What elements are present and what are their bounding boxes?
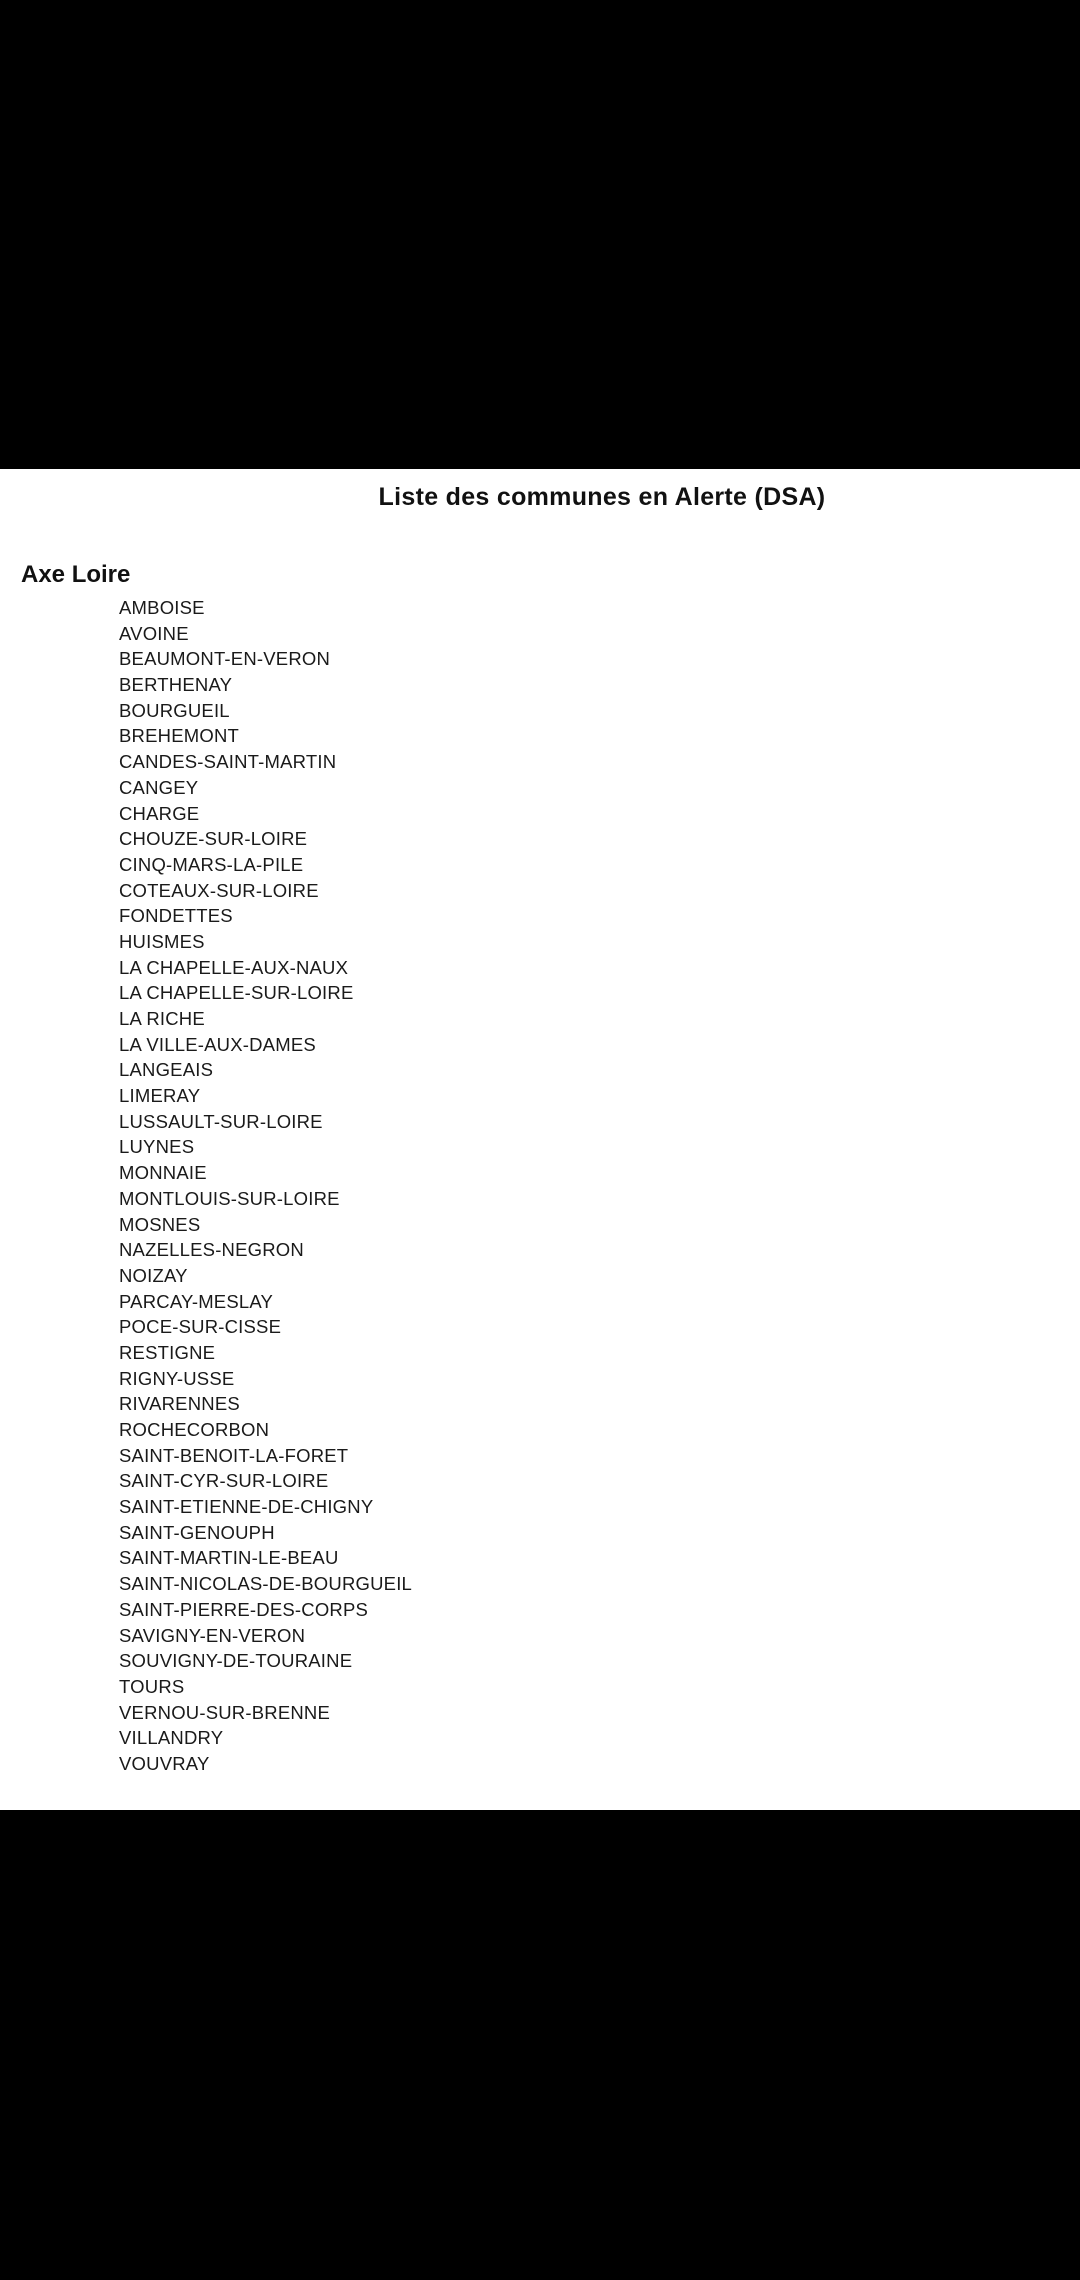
commune-item: CHOUZE-SUR-LOIRE: [119, 828, 308, 850]
document-page[interactable]: [0, 469, 1080, 1810]
commune-item: LA VILLE-AUX-DAMES: [119, 1033, 316, 1055]
bottom-black-area: [0, 1810, 1080, 2280]
commune-item: SOUVIGNY-DE-TOURAINE: [119, 1650, 353, 1672]
commune-item: NOIZAY: [119, 1264, 188, 1286]
top-black-area: [0, 0, 1080, 469]
commune-item: SAINT-BENOIT-LA-FORET: [119, 1444, 349, 1466]
commune-item: BEAUMONT-EN-VERON: [119, 648, 331, 670]
commune-item: RESTIGNE: [119, 1341, 216, 1363]
commune-item: AVOINE: [119, 622, 189, 644]
commune-item: VILLANDRY: [119, 1727, 224, 1749]
commune-item: MONTLOUIS-SUR-LOIRE: [119, 1187, 340, 1209]
commune-list: [119, 595, 412, 1777]
commune-item: LA RICHE: [119, 1008, 205, 1029]
commune-item: SAINT-PIERRE-DES-CORPS: [119, 1598, 369, 1620]
commune-item: COTEAUX-SUR-LOIRE: [119, 879, 319, 901]
section-title: Axe Loire: [21, 561, 131, 588]
commune-item: BERTHENAY: [119, 674, 233, 696]
commune-item: AMBOISE: [119, 597, 205, 618]
commune-item: SAINT-NICOLAS-DE-BOURGUEIL: [119, 1573, 413, 1595]
commune-item: HUISMES: [119, 930, 205, 952]
commune-item: SAVIGNY-EN-VERON: [119, 1624, 306, 1646]
commune-item: RIVARENNES: [119, 1393, 240, 1415]
commune-item: CINQ-MARS-LA-PILE: [119, 853, 304, 875]
commune-item: FONDETTES: [119, 905, 233, 927]
commune-item: SAINT-GENOUPH: [119, 1521, 275, 1543]
commune-item: LIMERAY: [119, 1085, 201, 1107]
commune-item: TOURS: [119, 1675, 185, 1697]
commune-item: LANGEAIS: [119, 1059, 214, 1081]
commune-item: CANDES-SAINT-MARTIN: [119, 751, 337, 773]
commune-item: CANGEY: [119, 776, 199, 798]
commune-item: SAINT-MARTIN-LE-BEAU: [119, 1547, 339, 1569]
commune-item: MOSNES: [119, 1213, 201, 1235]
commune-item: RIGNY-USSE: [119, 1367, 235, 1389]
commune-item: SAINT-ETIENNE-DE-CHIGNY: [119, 1496, 374, 1518]
commune-item: SAINT-CYR-SUR-LOIRE: [119, 1470, 329, 1492]
commune-item: LUSSAULT-SUR-LOIRE: [119, 1110, 323, 1132]
commune-item: VOUVRAY: [119, 1752, 210, 1774]
commune-item: LUYNES: [119, 1136, 195, 1158]
commune-item: PARCAY-MESLAY: [119, 1290, 274, 1312]
commune-item: BOURGUEIL: [119, 699, 230, 721]
commune-item: ROCHECORBON: [119, 1419, 270, 1440]
commune-item: POCE-SUR-CISSE: [119, 1316, 282, 1338]
commune-item: LA CHAPELLE-SUR-LOIRE: [119, 982, 354, 1004]
commune-item: NAZELLES-NEGRON: [119, 1239, 304, 1261]
document-title: Liste des communes en Alerte (DSA): [378, 483, 826, 511]
commune-item: MONNAIE: [119, 1162, 207, 1184]
commune-item: BREHEMONT: [119, 725, 239, 747]
commune-item: CHARGE: [119, 802, 200, 824]
commune-item: VERNOU-SUR-BRENNE: [119, 1701, 331, 1723]
commune-item: LA CHAPELLE-AUX-NAUX: [119, 956, 349, 978]
